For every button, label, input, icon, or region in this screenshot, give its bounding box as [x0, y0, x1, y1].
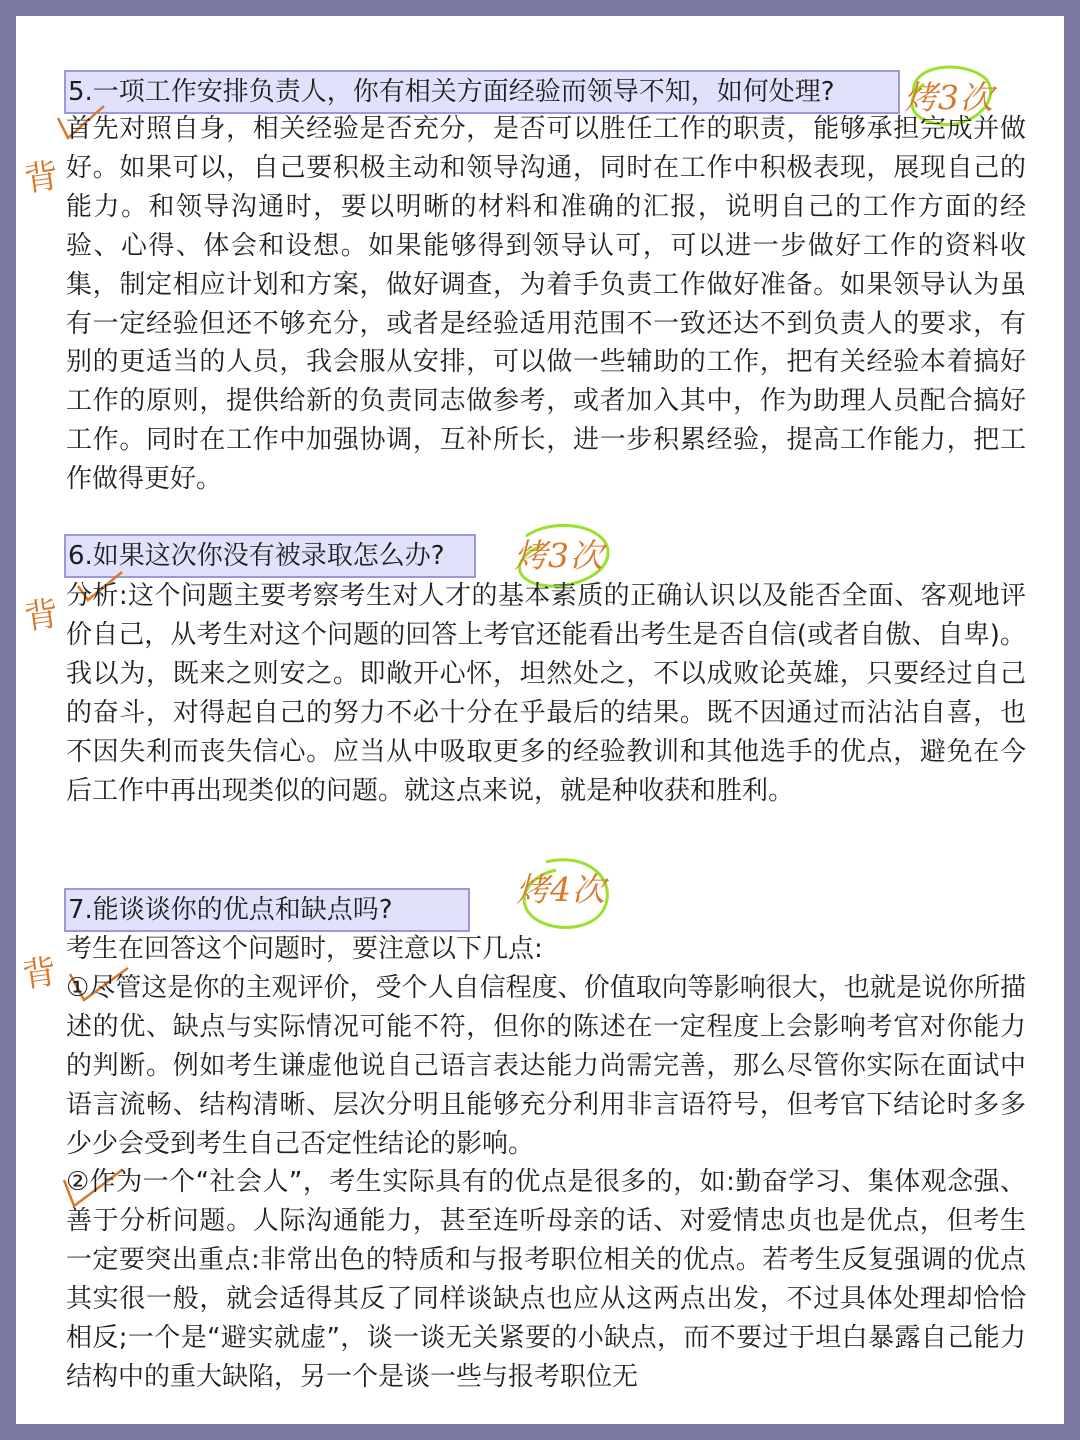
review-note-5: 烤3次 — [904, 78, 994, 117]
question-7-heading: 7.能谈谈你的优点和缺点吗? — [64, 888, 470, 932]
memorize-note-7: 背 — [19, 951, 60, 997]
page-sheet — [16, 16, 1064, 1424]
paragraph: ①尽管这是你的主观评价，受个人自信程度、价值取向等影响很大，也就是说你所描述的优、缺点与实际情况可能不符，但你的陈述在一定程度上会影响考官对你能力的判断。例如考生谦虚他说自己语言表达能力尚需完善，那么尽管你实际在面试中语言流畅、结构清晰、层次分明且能够充分利用非言语符号，但考官下结论时多多少少会受到考生自己否定性结论的影响。 — [66, 972, 1026, 1159]
paragraph: ②作为一个“社会人”，考生实际具有的优点是很多的，如:勤奋学习、集体观念强、善于分析问题。人际沟通能力，甚至连听母亲的话、对爱情忠贞也是优点，但考生一定要突出重点:非常出色的特质和与报考职位相关的优点。若考生反复强调的优点其实很一般，就会适得其反了同样谈缺点也应从这两点出发，不过具体处理却恰恰相反;一个是“避实就虚”，谈一谈无关紧要的小缺点，而不要过于坦白暴露自己能力结构中的重大缺陷，另一个是谈一些与报考职位无 — [66, 1167, 1026, 1392]
memorize-note-5: 背 — [21, 155, 62, 201]
review-note-7: 烤4次 — [516, 870, 606, 909]
paragraph: 分析:这个问题主要考察考生对人才的基本素质的正确认识以及能否全面、客观地评价自己，从考生对这个问题的回答上考官还能看出考生是否自信(或者自傲、自卑)。我以为，既来之则安之。即敞开心怀，坦然处之，不以成败论英雄，只要经过自己的奋斗，对得起自己的努力不必十分在乎最后的结果。既不因通过而沾沾自喜，也不因失利而丧失信心。应当从中吸取更多的经验教训和其他选手的优点，避免在今后工作中再出现类似的问题。就这点来说，就是种收获和胜利。 — [66, 581, 1026, 806]
paragraph: 首先对照自身，相关经验是否充分，是否可以胜任工作的职责，能够承担完成并做好。如果可以，自己要积极主动和领导沟通，同时在工作中积极表现，展现自己的能力。和领导沟通时，要以明晰的材料和准确的汇报，说明自己的工作方面的经验、心得、体会和设想。如果能够得到领导认可，可以进一步做好工作的资料收集，制定相应计划和方案，做好调查，为着手负责工作做好准备。如果领导认为虽有一定经验但还不够充分，或者是经验适用范围不一致还达不到负责人的要求，有别的更适当的人员，我会服从安排，可以做一些辅助的工作，把有关经验本着搞好工作的原则，提供给新的负责同志做参考，或者加入其中，作为助理人员配合搞好工作。同时在工作中加强协调，互补所长，进一步积累经验，提高工作能力，把工作做得更好。 — [66, 114, 1026, 495]
answer-7 — [66, 930, 1026, 1397]
question-6-heading: 6.如果这次你没有被录取怎么办? — [64, 534, 476, 578]
review-note-6: 烤3次 — [514, 536, 604, 575]
paragraph: 考生在回答这个问题时，要注意以下几点: — [66, 934, 543, 964]
answer-5 — [66, 110, 1026, 499]
memorize-note-6: 背 — [21, 593, 62, 639]
question-5-heading: 5.一项工作安排负责人，你有相关方面经验而领导不知，如何处理? — [64, 70, 900, 114]
answer-6 — [66, 577, 1026, 810]
